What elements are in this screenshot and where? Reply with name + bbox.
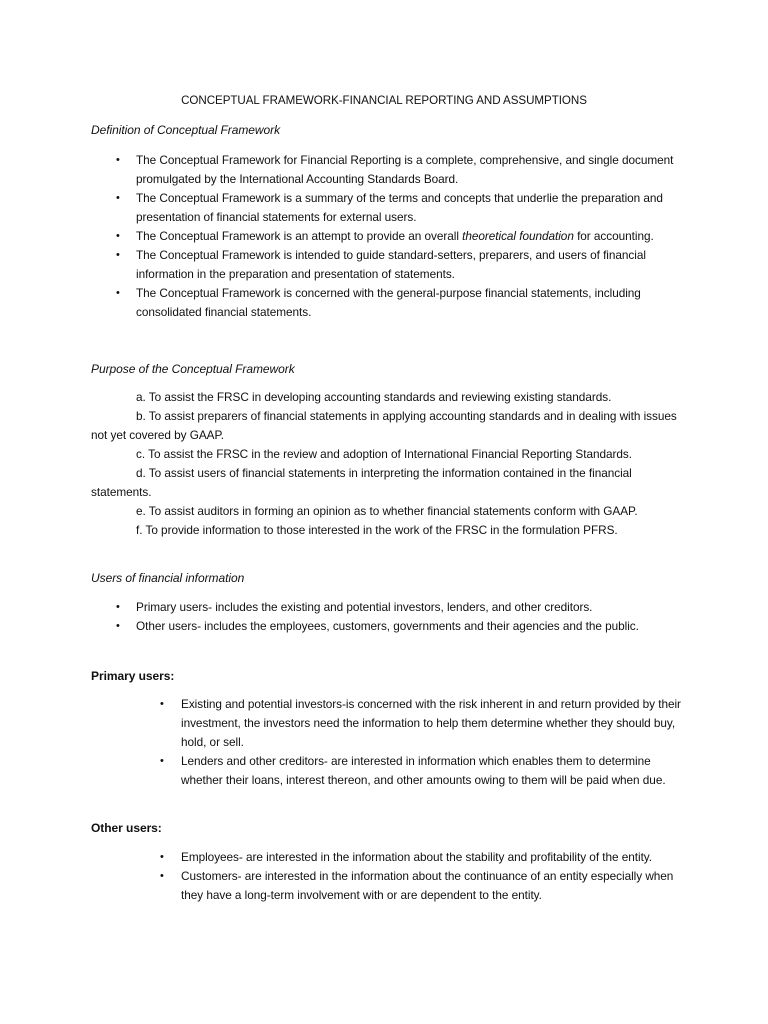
users-item bbox=[116, 598, 676, 617]
definition-item bbox=[116, 189, 676, 227]
bullet-icon: • bbox=[160, 698, 164, 710]
primary-users-item bbox=[160, 695, 681, 752]
definition-item-text: The Conceptual Framework is intended to guide standard-setters, preparers, and users of financial information in the preparation and presentation of statements. bbox=[136, 248, 646, 281]
purpose-item: d. To assist users of financial statements in interpreting the information contained in the financial statements. bbox=[91, 466, 632, 499]
definition-item-text: The Conceptual Framework for Financial Reporting is a complete, comprehensive, and single document promulgated by the International Accounting Standards Board. bbox=[136, 153, 674, 186]
users-item bbox=[116, 617, 676, 636]
definition-list bbox=[116, 151, 676, 322]
definition-item-text: The Conceptual Framework is a summary of the terms and concepts that underlie the preparation and presentation of financial statements for external users. bbox=[136, 191, 663, 224]
definition-heading: Definition of Conceptual Framework bbox=[91, 123, 281, 137]
primary-users-item-text: Existing and potential investors-is concerned with the risk inherent in and return provided by their investment, the investors need the information to help them determine whether they should buy, hold, or sell. bbox=[181, 697, 681, 749]
bullet-icon: • bbox=[116, 620, 120, 632]
definition-item bbox=[116, 151, 676, 189]
users-item-text: Primary users- includes the existing and potential investors, lenders, and other creditors. bbox=[136, 600, 593, 614]
bullet-icon: • bbox=[160, 755, 164, 767]
bullet-icon: • bbox=[160, 870, 164, 882]
definition-item-text: The Conceptual Framework is concerned with the general-purpose financial statements, including consolidated financial statements. bbox=[136, 286, 641, 319]
bullet-icon: • bbox=[116, 192, 120, 204]
definition-item bbox=[116, 227, 676, 246]
other-users-item bbox=[160, 848, 681, 867]
bullet-icon: • bbox=[160, 851, 164, 863]
purpose-item: c. To assist the FRSC in the review and adoption of International Financial Reporting Standards. bbox=[136, 447, 632, 461]
bullet-icon: • bbox=[116, 230, 120, 242]
users-item-text: Other users- includes the employees, customers, governments and their agencies and the public. bbox=[136, 619, 639, 633]
other-users-item-text: Employees- are interested in the information about the stability and profitability of the entity. bbox=[181, 850, 653, 864]
users-list bbox=[116, 598, 676, 636]
purpose-item: f. To provide information to those interested in the work of the FRSC in the formulation PFRS. bbox=[136, 523, 618, 537]
primary-users-item-text: Lenders and other creditors- are interested in information which enables them to determine whether their loans, interest thereon, and other amounts owing to them will be paid when due. bbox=[181, 754, 666, 787]
definition-item-emphasis: theoretical foundation bbox=[462, 229, 574, 243]
purpose-item: a. To assist the FRSC in developing accounting standards and reviewing existing standards. bbox=[136, 390, 612, 404]
definition-item-text-start: The Conceptual Framework is an attempt to provide an overall bbox=[136, 229, 463, 243]
purpose-heading: Purpose of the Conceptual Framework bbox=[91, 362, 295, 376]
other-users-heading: Other users: bbox=[91, 821, 162, 835]
definition-item-text-end: for accounting. bbox=[573, 229, 654, 243]
other-users-item-text: Customers- are interested in the information about the continuance of an entity especially when they have a long-term involvement with or are dependent to the entity. bbox=[181, 869, 674, 902]
bullet-icon: • bbox=[116, 287, 120, 299]
definition-item bbox=[116, 246, 676, 284]
bullet-icon: • bbox=[116, 249, 120, 261]
primary-users-heading: Primary users: bbox=[91, 669, 175, 683]
other-users-item bbox=[160, 867, 681, 905]
primary-users-list bbox=[160, 695, 681, 790]
document-title: CONCEPTUAL FRAMEWORK-FINANCIAL REPORTING AND ASSUMPTIONS bbox=[181, 94, 587, 107]
users-heading: Users of financial information bbox=[91, 571, 245, 585]
purpose-item: b. To assist preparers of financial statements in applying accounting standards and in dealing with issues not yet covered by GAAP. bbox=[91, 409, 677, 442]
purpose-list bbox=[91, 388, 691, 540]
definition-item bbox=[116, 284, 676, 322]
other-users-list bbox=[160, 848, 681, 905]
bullet-icon: • bbox=[116, 154, 120, 166]
primary-users-item bbox=[160, 752, 681, 790]
purpose-item: e. To assist auditors in forming an opinion as to whether financial statements conform with GAAP. bbox=[136, 504, 638, 518]
bullet-icon: • bbox=[116, 601, 120, 613]
